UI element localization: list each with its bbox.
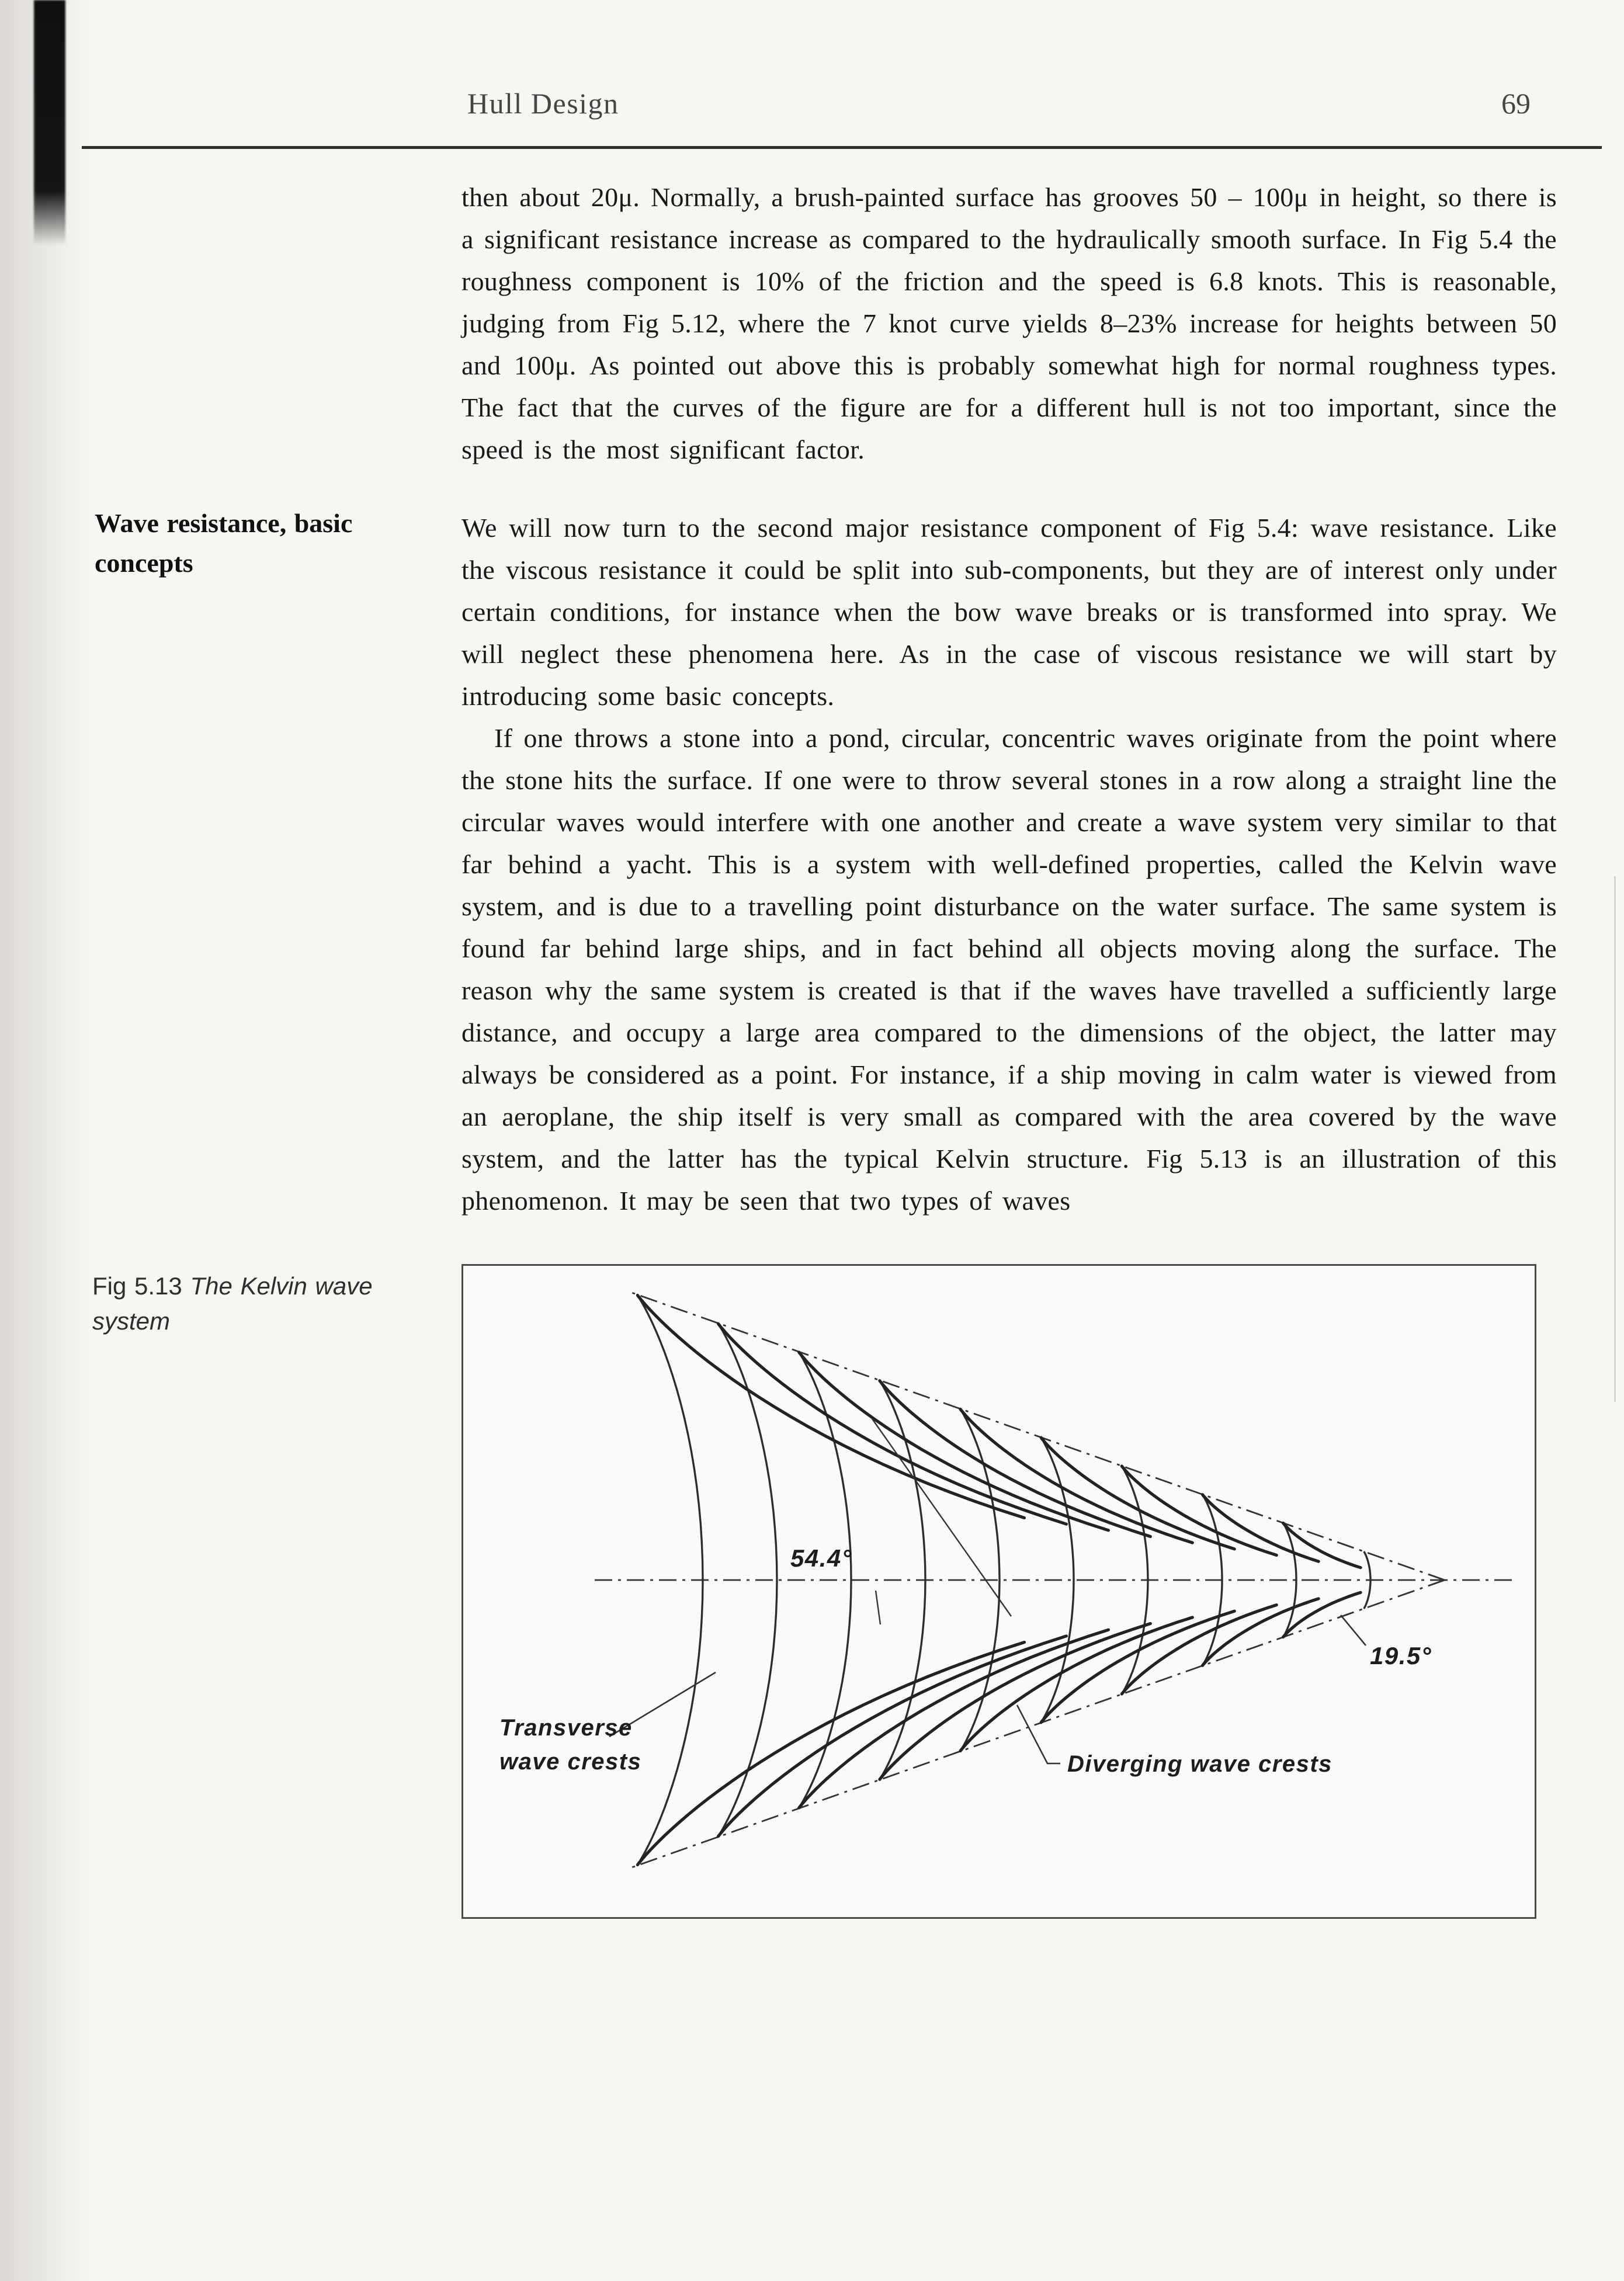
scan-binding-artifact	[34, 0, 65, 245]
scan-right-edge-line	[1614, 876, 1616, 1402]
side-heading-wave-resistance: Wave resistance, basic concepts	[95, 508, 353, 578]
header-rule	[82, 146, 1602, 149]
figure-caption	[92, 1269, 437, 1339]
scan-edge-shading	[0, 0, 88, 2281]
angle-19-leader	[1341, 1615, 1366, 1645]
transverse-label-line1: Transverse	[499, 1715, 633, 1741]
cusp-line-lower	[627, 1580, 1445, 1869]
angle-54-label: 54.4°	[790, 1544, 853, 1572]
angle-54-tangent-line	[872, 1419, 1011, 1616]
diverging-label-leader	[1017, 1705, 1060, 1763]
transverse-label-line2: wave crests	[499, 1749, 642, 1775]
page-number: 69	[1501, 87, 1531, 120]
angle-54-tick	[876, 1591, 880, 1624]
kelvin-wave-diagram	[461, 1264, 1536, 1919]
diverging-label: Diverging wave crests	[1067, 1751, 1332, 1777]
cusp-line-upper	[627, 1291, 1445, 1580]
angle-19-label: 19.5°	[1370, 1642, 1432, 1669]
figure-caption-number: Fig 5.13	[92, 1272, 182, 1300]
figure-caption-title: The Kelvin wave system	[92, 1272, 373, 1335]
kelvin-wave-svg	[463, 1266, 1535, 1917]
running-header-title: Hull Design	[467, 87, 619, 120]
figure-5-13	[92, 1264, 1536, 1919]
text-column	[92, 176, 1557, 1919]
paragraph-wave-resistance-intro: We will now turn to the second major resistance component of Fig 5.4: wave resistance. Like the viscous resistance it could be split into sub-components, but they are of interest only under certain conditions, for instance when the bow wave breaks or is transformed into spray. We will neglect these phenomena here. As in the case of viscous resistance we will start by introducing some basic concepts.	[461, 513, 1557, 711]
paragraph-roughness: then about 20μ. Normally, a brush-painted surface has grooves 50 – 100μ in height, so there is a significant resistance increase as compared to the hydraulically smooth surface. In Fig 5.4 the roughness component is 10% of the friction and the speed is 6.8 knots. This is reasonable, judging from Fig 5.12, where the 7 knot curve yields 8–23% increase for heights between 50 and 100μ. As pointed out above this is probably somewhat high for normal roughness types. The fact that the curves of the figure are for a different hull is not too important, since the speed is the most significant factor.	[461, 182, 1557, 464]
wave-resistance-section	[95, 507, 1557, 717]
paragraph-kelvin-system: If one throws a stone into a pond, circular, concentric waves originate from the point where the stone hits the surface. If one were to throw several stones in a row along a straight line the circular waves would interfere with one another and create a wave system very similar to that far behind a yacht. This is a system with well-defined properties, called the Kelvin wave system, and is due to a travelling point disturbance on the water surface. The same system is found far behind large ships, and in fact behind all objects moving along the surface. The reason why the same system is created is that if the waves have travelled a sufficiently large distance, and occupy a large area compared to the dimensions of the object, the latter may always be considered as a point. For instance, if a ship moving in calm water is viewed from an aeroplane, the ship itself is very small as compared with the area covered by the wave system, and the latter has the typical Kelvin structure. Fig 5.13 is an illustration of this phenomenon. It may be seen that two types of waves	[461, 723, 1557, 1216]
